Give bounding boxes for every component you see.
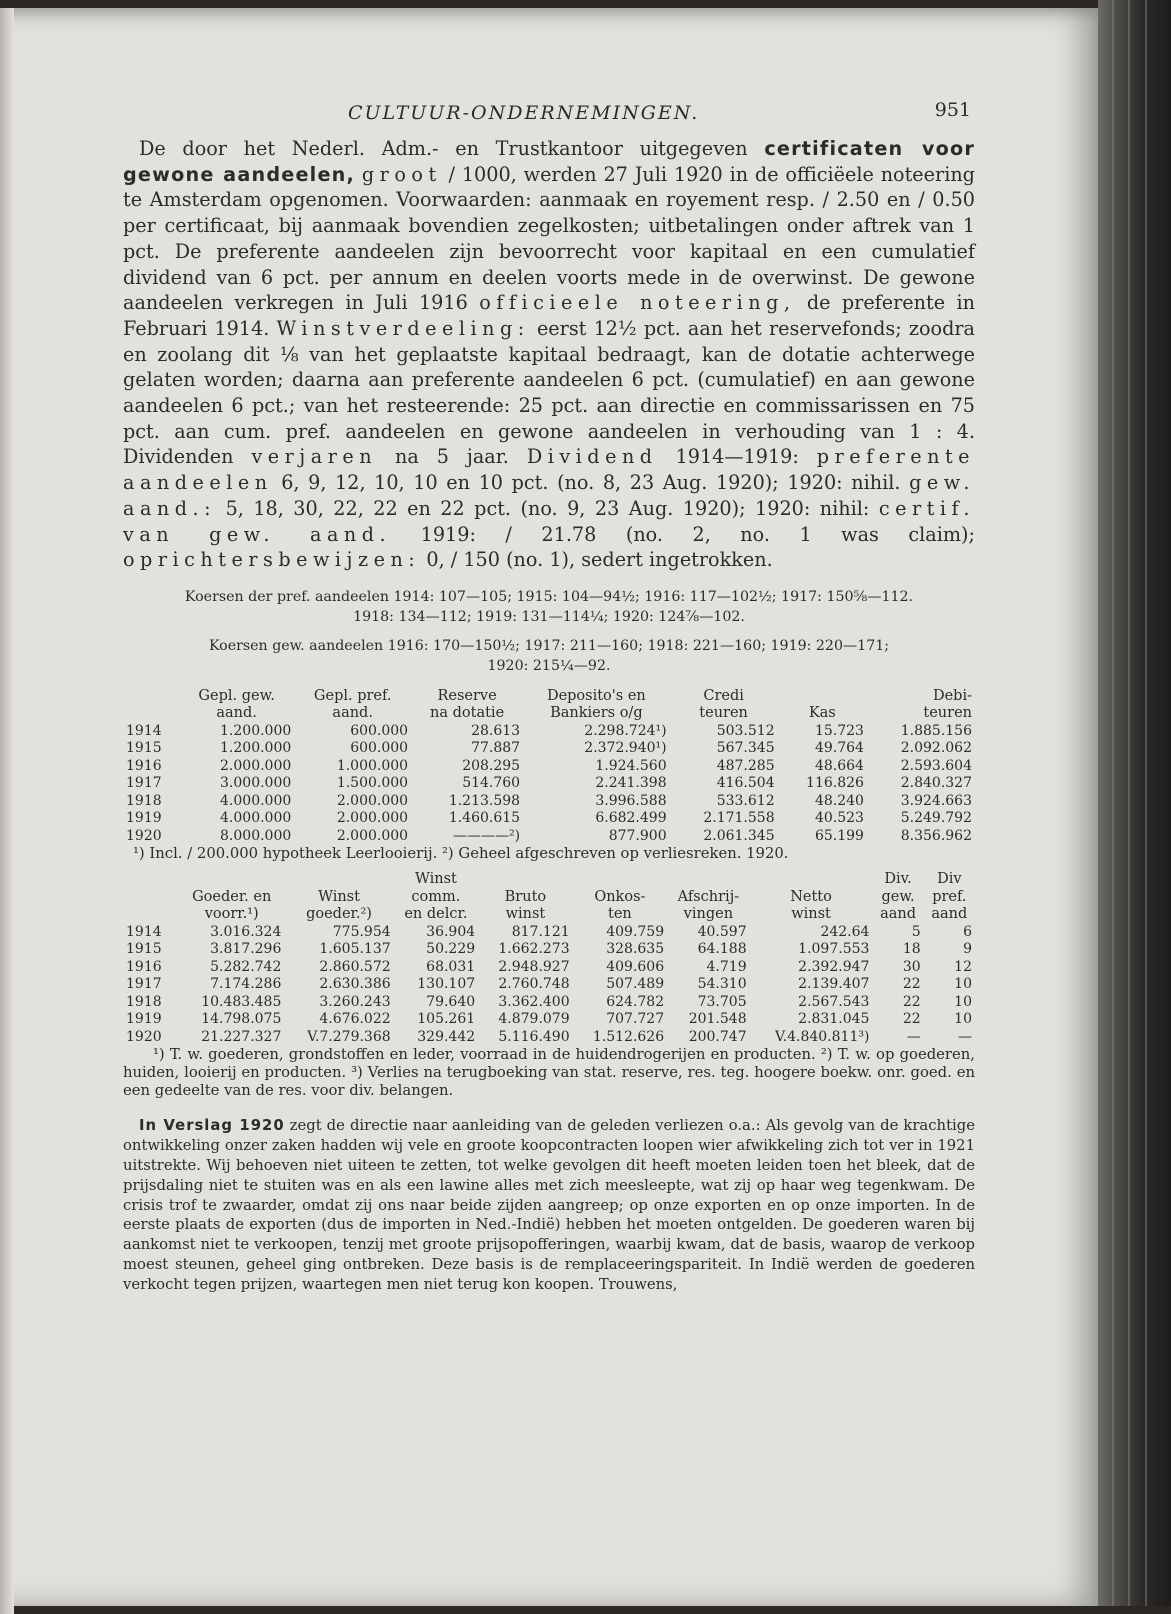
table-cell: 18: [902, 941, 921, 958]
page-number: 951: [934, 99, 971, 121]
table-row: [123, 994, 975, 1012]
table-cell: 4.879.079: [498, 1011, 570, 1028]
intro-spaced: officieele noteering,: [479, 291, 796, 315]
table-cell: 775.954: [332, 923, 391, 940]
table-cell: ————²): [453, 827, 521, 844]
table-cell: 77.887: [471, 740, 521, 757]
row-year: 1920: [126, 1028, 162, 1045]
table-cell: 3.260.243: [319, 993, 391, 1010]
profit-col-header: Bruto winst: [504, 888, 547, 923]
koersen-pref-line-2: 1918: 134—112; 1919: 131—114¼; 1920: 124⅞—102.: [353, 608, 745, 625]
balance-table: [123, 688, 975, 846]
table-cell: 54.310: [697, 976, 747, 993]
table-cell: 3.016.324: [210, 923, 282, 940]
table-cell: 487.285: [716, 757, 775, 774]
table-cell: 328.635: [606, 941, 665, 958]
profit-col-header: Winst comm. en delcr.: [404, 871, 468, 923]
table-row: [123, 924, 975, 942]
table-row: [123, 723, 975, 741]
table-row: [123, 810, 975, 828]
table-cell: 30: [902, 958, 921, 975]
table-cell: 5.116.490: [498, 1028, 570, 1045]
table-cell: 22: [902, 1011, 921, 1028]
table-cell: 4.676.022: [319, 1011, 391, 1028]
table-cell: 50.229: [426, 941, 476, 958]
koersen-gew: [123, 636, 975, 676]
table-cell: 1.000.000: [336, 757, 409, 774]
table-cell: 533.612: [716, 792, 775, 809]
row-year: 1920: [126, 827, 162, 844]
intro-text: 5, 18, 30, 22, 22 en 22 pct. (no. 9, 23 Aug. 1920); 1920: nihil:: [225, 496, 870, 520]
table-cell: 2.593.604: [900, 757, 972, 774]
table-row: [123, 976, 975, 994]
row-year: 1915: [126, 941, 162, 958]
koersen-gew-line-2: 1920: 215¼—92.: [487, 657, 611, 674]
table-row: [123, 828, 975, 846]
table-cell: 5: [911, 923, 921, 940]
table-cell: 208.295: [462, 757, 521, 774]
table-row: [123, 740, 975, 758]
table-cell: 624.782: [606, 993, 665, 1010]
table-cell: 65.199: [814, 827, 864, 844]
table-cell: 2.298.724¹): [584, 722, 667, 739]
row-year: 1917: [126, 775, 162, 792]
table-cell: 2.567.543: [798, 993, 870, 1010]
table-cell: 600.000: [350, 722, 409, 739]
table-cell: V.7.279.368: [307, 1028, 391, 1045]
table-cell: 79.640: [426, 993, 476, 1010]
balance-col-header: Debi- teuren: [923, 687, 972, 722]
table-cell: 567.345: [716, 740, 775, 757]
table-cell: 409.759: [606, 923, 665, 940]
table-cell: V.4.840.811³): [774, 1028, 870, 1045]
intro-text: de preferente in Februari 1914.: [123, 291, 975, 340]
scanned-page: [0, 8, 1098, 1606]
table-cell: 2.392.947: [798, 958, 870, 975]
table-cell: 409.606: [606, 958, 665, 975]
table-cell: —: [958, 1028, 972, 1045]
intro-text: eerst 12½ pct. aan het reservefonds; zoodra en zoolang dit ⅛ van het geplaatste kapitaal bedraagt, kan de dotatie achterwege gelaten worden; daarna aan preferente aandeelen 6 pct. (cumulatief) en aan gewone aandeelen 6 pct.; van het resteerende: 25 pct. aan directie en commissarissen en 75 pct. aan cum. pref. aandeelen en gewone aandeelen in verhouding van 1 : 4. Dividenden: [123, 316, 975, 469]
table-cell: 73.705: [697, 993, 747, 1010]
table-row: [123, 758, 975, 776]
table-cell: 8.000.000: [220, 827, 292, 844]
table-row: [123, 1011, 975, 1029]
table-cell: 9: [963, 941, 972, 958]
table-cell: 5.249.792: [900, 810, 972, 827]
row-year: 1918: [126, 993, 162, 1010]
table-cell: 105.261: [417, 1011, 476, 1028]
intro-spaced: groot: [361, 162, 442, 186]
table-cell: 116.826: [806, 775, 864, 792]
table-cell: 2.000.000: [220, 757, 292, 774]
table-cell: 3.817.296: [210, 941, 282, 958]
table-cell: 12: [954, 958, 972, 975]
balance-col-header: Credi teuren: [699, 687, 748, 722]
table-cell: 2.241.398: [595, 775, 667, 792]
table-cell: 507.489: [606, 976, 665, 993]
table-cell: 14.798.075: [201, 1011, 282, 1028]
koersen-pref: [123, 587, 975, 627]
table-cell: 200.747: [688, 1028, 747, 1045]
balance-col-header: Kas: [808, 705, 836, 722]
balance-col-header: Gepl. pref. aand.: [313, 687, 392, 722]
table-cell: 2.061.345: [703, 827, 775, 844]
page-content: [123, 96, 975, 1295]
table-cell: 21.227.327: [201, 1028, 282, 1045]
table-cell: 1.500.000: [336, 775, 409, 792]
intro-spaced: Dividend: [526, 445, 658, 469]
table-cell: 2.171.558: [703, 810, 775, 827]
table-cell: 201.548: [688, 1011, 747, 1028]
profit-col-header: Onkos- ten: [594, 888, 646, 923]
table-cell: 6: [963, 923, 972, 940]
table-cell: 329.442: [417, 1028, 476, 1045]
table-cell: 10: [954, 1011, 972, 1028]
verslag-paragraph: [123, 1116, 975, 1294]
row-year: 1919: [126, 1011, 162, 1028]
profit-table: [123, 871, 975, 1046]
table-cell: 2.840.327: [900, 775, 972, 792]
table-cell: 1.097.553: [798, 941, 870, 958]
table-cell: 2.092.062: [900, 740, 972, 757]
table-cell: 1.924.560: [595, 757, 667, 774]
table-cell: 40.523: [814, 810, 864, 827]
table-cell: 22: [902, 976, 921, 993]
profit-col-header: Goeder. en voorr.¹): [192, 888, 272, 923]
table-cell: 416.504: [716, 775, 775, 792]
page-header: [123, 96, 975, 136]
intro-text: 1914—1919:: [675, 445, 799, 469]
table-cell: 503.512: [716, 722, 775, 739]
balance-col-header: Deposito's en Bankiers o/g: [546, 687, 646, 722]
table-cell: 10: [954, 976, 972, 993]
table-cell: —: [906, 1028, 921, 1045]
balance-col-header: Reserve na dotatie: [430, 687, 505, 722]
table-row: [123, 775, 975, 793]
table-cell: 5.282.742: [210, 958, 282, 975]
table-cell: 1.200.000: [220, 740, 292, 757]
table-row: [123, 941, 975, 959]
balance-footnote: ¹) Incl. / 200.000 hypotheek Leerlooierij. ²) Geheel afgeschreven op verliesreken. 1920.: [133, 845, 789, 863]
intro-spaced: oprichtersbewijzen:: [123, 548, 421, 572]
table-cell: 2.831.045: [798, 1011, 870, 1028]
row-year: 1916: [126, 958, 162, 975]
table-cell: 3.000.000: [220, 775, 292, 792]
table-cell: 2.860.572: [319, 958, 391, 975]
row-year: 1916: [126, 757, 162, 774]
table-row: [123, 959, 975, 977]
table-cell: 707.727: [606, 1011, 665, 1028]
intro-bold-certificaten: certificaten voor gewone aandeelen,: [123, 137, 975, 186]
row-year: 1915: [126, 740, 162, 757]
table-cell: 4.000.000: [220, 810, 292, 827]
table-cell: 2.000.000: [336, 810, 409, 827]
intro-spaced: preferente aandeelen: [123, 445, 976, 495]
table-cell: 64.188: [697, 941, 747, 958]
table-cell: 7.174.286: [210, 976, 282, 993]
table-cell: 68.031: [426, 958, 476, 975]
verslag-text: zegt de directie naar aanleiding van de geleden verliezen o.a.: Als gevolg van de krachtige ontwikkeling onzer zaken hadden wij vele en groote koopcontracten loopen wier afwikkeling zich tot ver in 1921 uitstrekte. Wij behoeven niet uiteen te zetten, tot welke gevolgen dit heeft moeten leiden toen het bleek, dat de prijsdaling niet te stuiten was en als een lawine alles met zich meesleepte, wat zij op haar weg tegenkwam. De crisis trof te zwaarder, omdat zij ons naar beide zijden aangreep; op onze exporten en op onze importen. In de eerste plaats de exporten (dus de importen in Ned.-Indië) hebben het moeten ontgelden. De goederen waren bij aankomst niet te verkoopen, tenzij met groote prijsopofferingen, waarbij kwam, dat de basis, waarop de verkoop moest steunen, geheel ging ontbreken. Deze basis is de remplaceeringspariteit. In Indië werden de goederen verkocht tegen prijzen, waartegen men niet terug kon koopen. Trouwens,: [123, 1117, 975, 1293]
table-cell: 6.682.499: [595, 810, 667, 827]
table-cell: 8.356.962: [900, 827, 972, 844]
koersen-gew-line-1: Koersen gew. aandeelen 1916: 170—150½; 1917: 211—160; 1918: 221—160; 1919: 220—171;: [208, 637, 890, 654]
table-cell: 3.996.588: [595, 792, 667, 809]
table-cell: 2.760.748: [498, 976, 570, 993]
table-cell: 242.64: [820, 923, 870, 940]
table-cell: 130.107: [417, 976, 476, 993]
table-cell: 3.924.663: [900, 792, 972, 809]
koersen-pref-line-1: Koersen der pref. aandeelen 1914: 107—105; 1915: 104—94½; 1916: 117—102½; 1917: 150⅝—112.: [184, 588, 914, 605]
intro-paragraph: [123, 136, 975, 573]
table-cell: 15.723: [814, 722, 864, 739]
table-cell: 600.000: [350, 740, 409, 757]
intro-text: 1919: / 21.78 (no. 2, no. 1 was claim);: [420, 522, 975, 546]
table-row: [123, 793, 975, 811]
row-year: 1917: [126, 976, 162, 993]
table-cell: 1.460.615: [448, 810, 521, 827]
profit-col-header: Div. gew. aand: [880, 871, 917, 923]
row-year: 1914: [126, 722, 162, 739]
table-cell: 514.760: [462, 775, 521, 792]
table-cell: 10: [954, 993, 972, 1010]
running-head: CULTUUR-ONDERNEMINGEN.: [348, 102, 700, 124]
book-edge: [1098, 0, 1171, 1606]
profit-col-header: Div pref. aand: [931, 871, 968, 923]
table-row: [123, 1029, 975, 1047]
intro-spaced: Winstverdeeling:: [276, 316, 530, 340]
table-cell: 40.597: [697, 923, 747, 940]
intro-spaced: gew. aand.:: [123, 471, 975, 520]
profit-col-header: Afschrij- vingen: [677, 888, 740, 923]
table-cell: 2.948.927: [498, 958, 570, 975]
table-cell: 1.213.598: [448, 792, 521, 809]
row-year: 1914: [126, 923, 162, 940]
table-cell: 817.121: [511, 923, 570, 940]
table-cell: 1.200.000: [220, 722, 292, 739]
table-cell: 2.000.000: [336, 827, 409, 844]
balance-col-header: Gepl. gew. aand.: [198, 687, 275, 722]
row-year: 1919: [126, 810, 162, 827]
intro-spaced: verjaren: [251, 445, 378, 469]
intro-text: 6, 9, 12, 10, 10 en 10 pct. (no. 8, 23 Aug. 1920); 1920: nihil.: [281, 471, 901, 495]
table-cell: 49.764: [814, 740, 864, 757]
table-cell: 2.139.407: [798, 976, 870, 993]
table-cell: 4.719: [706, 958, 747, 975]
table-cell: 36.904: [426, 923, 476, 940]
intro-text: De door het Nederl. Adm.- en Trustkantoor uitgegeven: [139, 137, 748, 160]
table-cell: 10.483.485: [201, 993, 282, 1010]
profit-footnote: ¹) T. w. goederen, grondstoffen en leder, voorraad in de huidendrogerijen en producten. ²) T. w. op goederen, huiden, looierij en producten. ³) Verlies na terugboeking van stat. reserve, res. teg. hoogere boekw. onr. goed. en een gedeelte van de res. voor div. belangen.: [123, 1046, 975, 1100]
table-cell: 1.605.137: [319, 941, 391, 958]
table-cell: 1.885.156: [900, 722, 972, 739]
table-cell: 1.662.273: [498, 941, 570, 958]
intro-spaced: certif. van gew. aand.: [123, 496, 975, 546]
table-cell: 48.240: [814, 792, 864, 809]
table-cell: 2.630.386: [319, 976, 391, 993]
table-cell: 2.000.000: [336, 792, 409, 809]
verslag-bold: In Verslag 1920: [139, 1117, 285, 1135]
table-cell: 22: [902, 993, 921, 1010]
table-cell: 2.372.940¹): [584, 740, 667, 757]
table-cell: 28.613: [471, 722, 521, 739]
table-cell: 4.000.000: [220, 792, 292, 809]
table-cell: 3.362.400: [498, 993, 570, 1010]
intro-text: na 5 jaar.: [395, 445, 509, 469]
row-year: 1918: [126, 792, 162, 809]
intro-text: 0, / 150 (no. 1), sedert ingetrokken.: [426, 548, 773, 572]
table-cell: 877.900: [608, 827, 667, 844]
profit-col-header: Winst goeder.²): [306, 888, 372, 923]
intro-text: / 1000, werden 27 Juli 1920 in de officiëele noteering te Amsterdam opgenomen. Voorwaarden: aanmaak en royement resp. / 2.50 en / 0.50 per certificaat, bij aanmaak bovendien zegelkosten; uitbetalingen onder aftrek van 1 pct. De preferente aandeelen zijn bevoorrecht voor kapitaal en een cumulatief dividend van 6 pct. per annum en deelen voorts mede in de overwinst. De gewone aandeelen verkregen in Juli 1916: [123, 162, 975, 315]
page-gutter: [0, 8, 14, 1614]
profit-col-header: Netto winst: [790, 888, 832, 923]
table-cell: 1.512.626: [592, 1028, 665, 1045]
table-cell: 48.664: [814, 757, 864, 774]
